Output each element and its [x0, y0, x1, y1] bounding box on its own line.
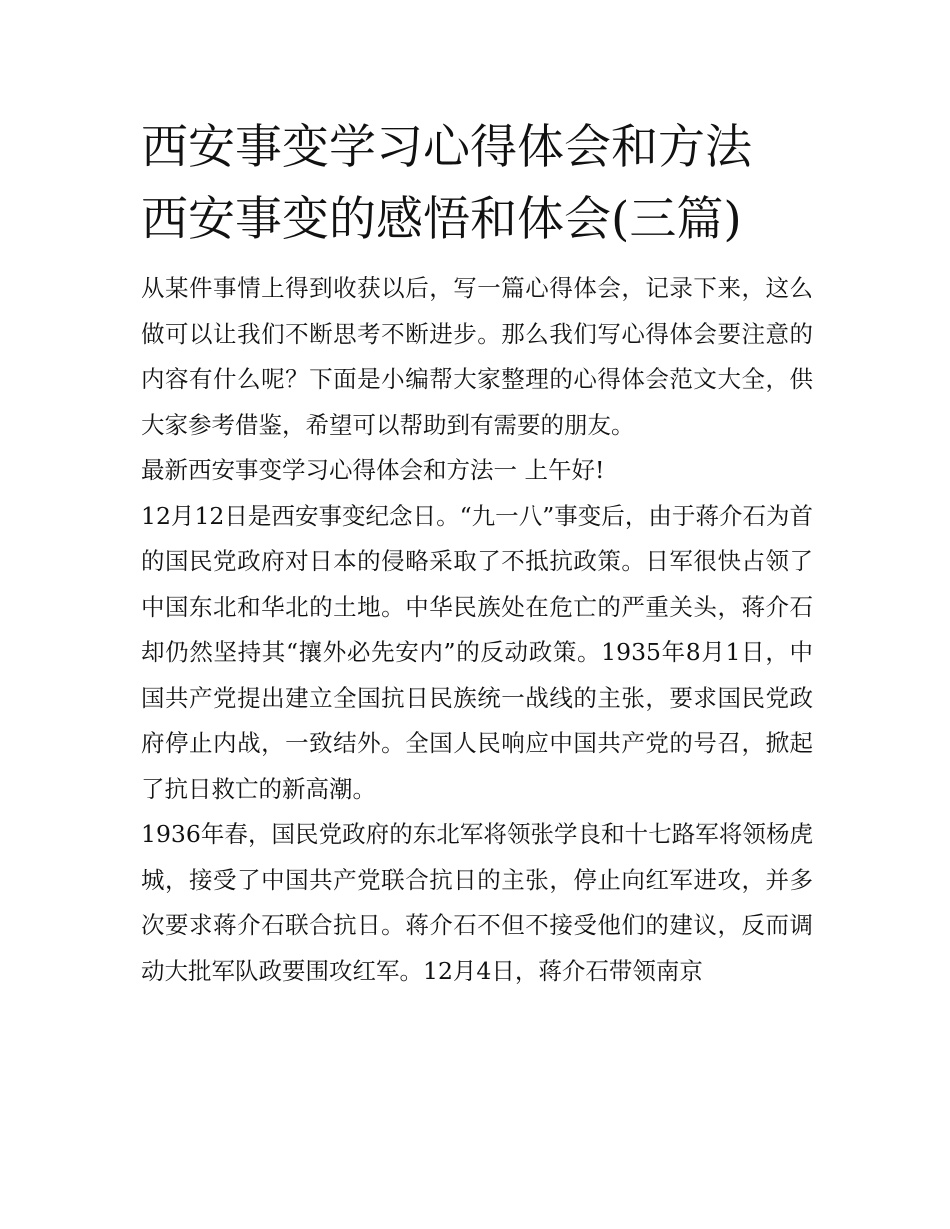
body-paragraph-2: 1936年春，国民党政府的东北军将领张学良和十七路军将领杨虎城，接受了中国共产党联合抗日的主张，停止向红军进攻，并多次要求蒋介石联合抗日。蒋介石不但不接受他们的建议，反而调动大批军队政要围攻红军。12月4日，蒋介石带领南京	[141, 820, 813, 985]
document-page	[141, 112, 813, 994]
intro-paragraph: 从某件事情上得到收获以后，写一篇心得体会，记录下来，这么做可以让我们不断思考不断进步。那么我们写心得体会要注意的内容有什么呢？下面是小编帮大家整理的心得体会范文大全，供大家参考借鉴，希望可以帮助到有需要的朋友。	[141, 274, 813, 439]
title-line-1: 西安事变学习心得体会和方法	[141, 120, 752, 175]
document-title	[141, 112, 813, 256]
section-heading-paragraph: 最新西安事变学习心得体会和方法一 上午好!	[141, 456, 605, 484]
title-line-2: 西安事变的感悟和体会(三篇)	[141, 192, 742, 247]
body-paragraph-1: 12月12日是西安事变纪念日。“九一八”事变后，由于蒋介石为首的国民党政府对日本的侵略采取了不抵抗政策。日军很快占领了中国东北和华北的土地。中华民族处在危亡的严重关头，蒋介石却仍然坚持其“攘外必先安内”的反动政策。1935年8月1日，中国共产党提出建立全国抗日民族统一战线的主张，要求国民党政府停止内战，一致结外。全国人民响应中国共产党的号召，掀起了抗日救亡的新高潮。	[141, 501, 813, 803]
document-body	[141, 266, 813, 994]
